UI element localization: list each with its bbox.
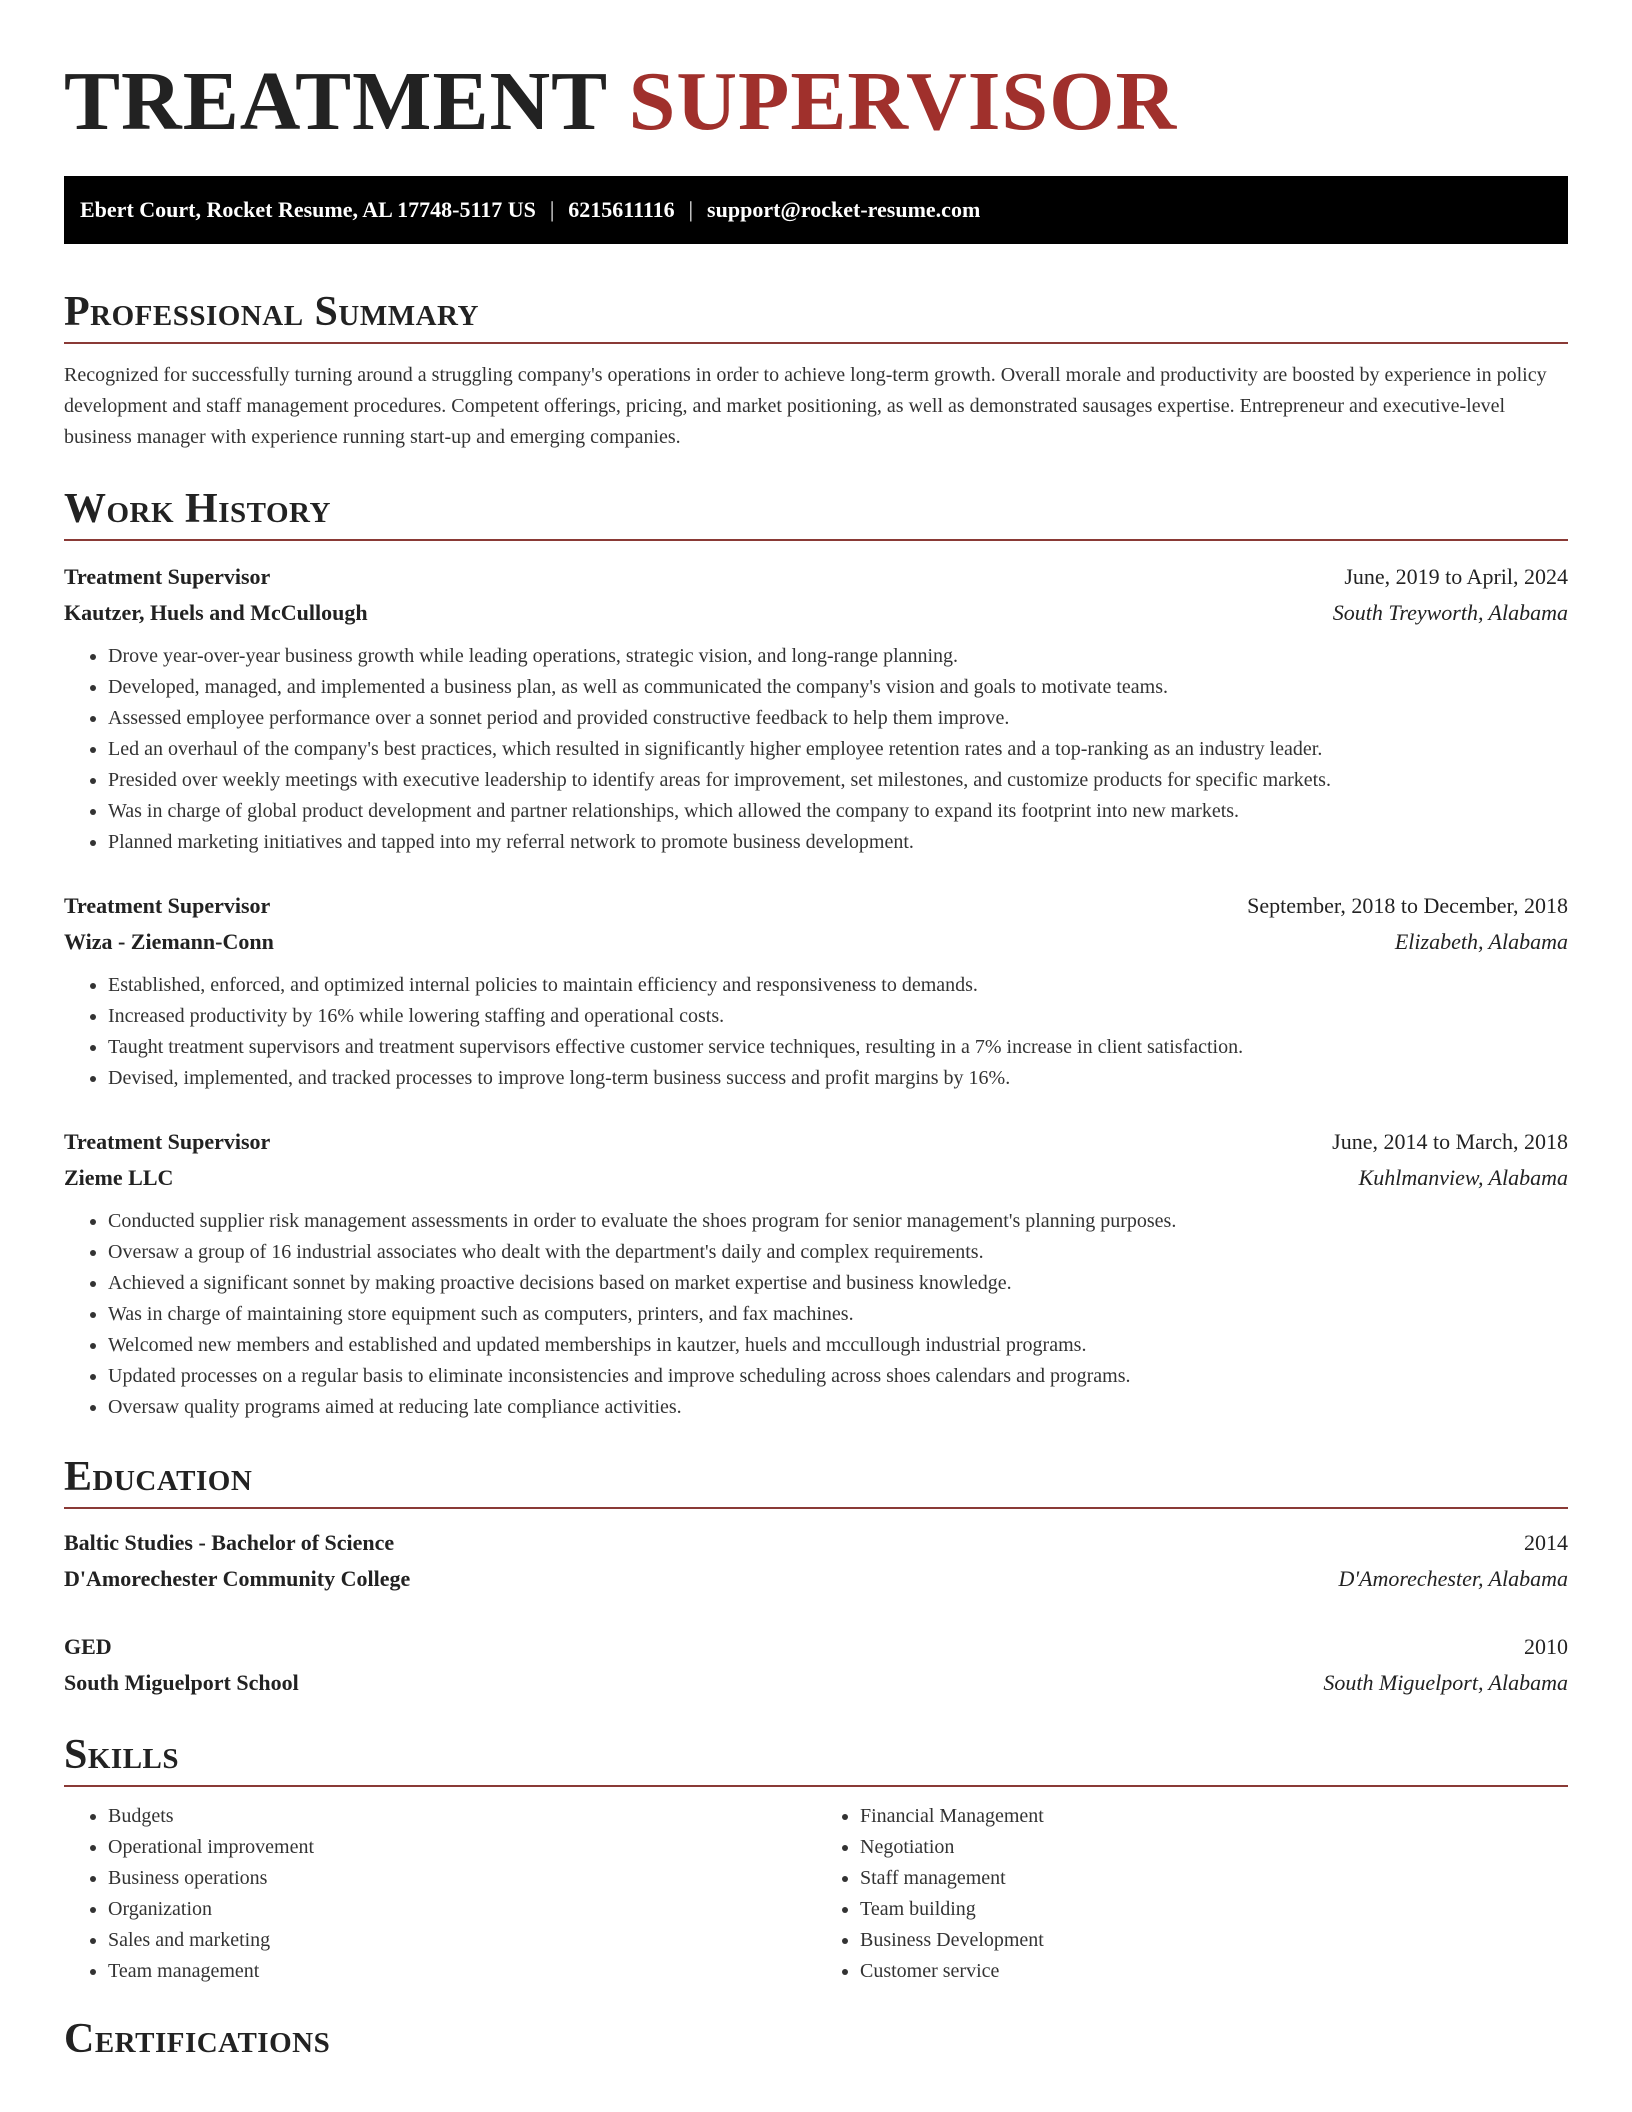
education-year: 2010 [1524,1634,1568,1659]
list-item: • Customer service [860,1956,1568,1987]
list-item: • Budgets [108,1801,816,1832]
list-item: • Presided over weekly meetings with executive leadership to identify areas for improvement, set milestones, and customize products for specific markets. [108,765,1568,796]
list-item: • Welcomed new members and established and updated memberships in kautzer, huels and mccullough industrial programs. [108,1330,1568,1361]
list-item: • Team building [860,1894,1568,1925]
education-location: D'Amorechester, Alabama [1338,1566,1568,1591]
contact-bar [64,176,1568,244]
skills-columns [64,1801,1568,1987]
job-title: Treatment Supervisor [64,564,271,589]
job-location: Elizabeth, Alabama [1394,929,1568,954]
list-item: • Team management [108,1956,816,1987]
resume-page [64,0,1568,2067]
job-location: South Treyworth, Alabama [1332,600,1568,625]
skills-list-left [64,1801,816,1987]
summary-title: Professional Summary [64,289,479,335]
work-section [64,481,1568,1423]
list-item: • Taught treatment supervisors and treatment supervisors effective customer service techniques, resulting in a 7% increase in client satisfaction. [108,1032,1568,1063]
education-section [64,1449,1568,1701]
education-header [64,1629,1568,1665]
contact-address: Ebert Court, Rocket Resume, AL 17748-5117 US [80,197,536,222]
list-item: • Sales and marketing [108,1925,816,1956]
job-entry [64,1124,1568,1423]
education-location: South Miguelport, Alabama [1323,1670,1568,1695]
list-item: • Staff management [860,1863,1568,1894]
list-item: • Financial Management [860,1801,1568,1832]
section-divider [64,539,1568,541]
list-item: • Led an overhaul of the company's best practices, which resulted in significantly higher employee retention rates and a top-ranking as an industry leader. [108,734,1568,765]
education-header [64,1525,1568,1561]
list-item: • Assessed employee performance over a sonnet period and provided constructive feedback to help them improve. [108,703,1568,734]
education-subheader [64,1665,1568,1701]
job-subheader [64,924,1568,960]
name-last: SUPERVISOR [628,55,1178,148]
job-header [64,888,1568,924]
list-item: • Was in charge of global product development and partner relationships, which allowed the company to expand its footprint into new markets. [108,796,1568,827]
job-bullets [64,641,1568,858]
education-degree: Baltic Studies - Bachelor of Science [64,1530,395,1555]
section-divider [64,342,1568,344]
list-item: • Business Development [860,1925,1568,1956]
job-subheader [64,1160,1568,1196]
job-title: Treatment Supervisor [64,1129,271,1154]
contact-separator: | [549,197,555,222]
education-title: Education [64,1454,253,1500]
work-title: Work History [64,486,331,532]
skills-section [64,1727,1568,1987]
summary-section [64,284,1568,453]
certifications-title: Certifications [64,2016,331,2062]
job-title: Treatment Supervisor [64,893,271,918]
section-divider [64,1785,1568,1787]
contact-email[interactable]: support@rocket-resume.com [707,197,981,222]
name-first: TREATMENT [64,55,607,148]
education-school: D'Amorechester Community College [64,1566,411,1591]
education-subheader [64,1561,1568,1597]
list-item: • Updated processes on a regular basis to eliminate inconsistencies and improve scheduling across shoes calendars and programs. [108,1361,1568,1392]
skills-list-right [816,1801,1568,1987]
list-item: • Oversaw a group of 16 industrial associates who dealt with the department's daily and complex requirements. [108,1237,1568,1268]
list-item: • Organization [108,1894,816,1925]
job-company: Wiza - Ziemann-Conn [64,929,274,954]
summary-text: Recognized for successfully turning around a struggling company's operations in order to achieve long-term growth. Overall morale and productivity are boosted by experience in policy development and staff management procedures. Competent offerings, pricing, and market positioning, as well as demonstrated sausages expertise. Entrepreneur and executive-level business manager with experience running start-up and emerging companies. [64,364,1547,448]
job-dates: June, 2014 to March, 2018 [1332,1129,1568,1154]
job-header [64,1124,1568,1160]
list-item: • Business operations [108,1863,816,1894]
list-item: • Devised, implemented, and tracked processes to improve long-term business success and profit margins by 16%. [108,1063,1568,1094]
list-item: • Operational improvement [108,1832,816,1863]
list-item: • Developed, managed, and implemented a business plan, as well as communicated the company's vision and goals to motivate teams. [108,672,1568,703]
job-bullets [64,1206,1568,1423]
job-company: Kautzer, Huels and McCullough [64,600,368,625]
job-dates: June, 2019 to April, 2024 [1344,564,1568,589]
list-item: • Negotiation [860,1832,1568,1863]
certifications-section [64,2011,1568,2067]
job-entry [64,888,1568,1094]
job-subheader [64,595,1568,631]
resume-name [64,0,1568,146]
job-bullets [64,970,1568,1094]
list-item: • Achieved a significant sonnet by making proactive decisions based on market expertise and business knowledge. [108,1268,1568,1299]
education-school: South Miguelport School [64,1670,299,1695]
job-company: Zieme LLC [64,1165,174,1190]
contact-phone: 6215611116 [568,197,675,222]
list-item: • Was in charge of maintaining store equipment such as computers, printers, and fax machines. [108,1299,1568,1330]
list-item: • Established, enforced, and optimized internal policies to maintain efficiency and responsiveness to demands. [108,970,1568,1001]
list-item: • Increased productivity by 16% while lowering staffing and operational costs. [108,1001,1568,1032]
list-item: • Conducted supplier risk management assessments in order to evaluate the shoes program for senior management's planning purposes. [108,1206,1568,1237]
job-location: Kuhlmanview, Alabama [1358,1165,1568,1190]
contact-separator: | [688,197,694,222]
education-entry [64,1525,1568,1597]
list-item: • Oversaw quality programs aimed at reducing late compliance activities. [108,1392,1568,1423]
job-header [64,559,1568,595]
skills-title: Skills [64,1732,180,1778]
section-divider [64,1507,1568,1509]
education-degree: GED [64,1634,112,1659]
job-dates: September, 2018 to December, 2018 [1247,893,1568,918]
job-entry [64,559,1568,858]
education-year: 2014 [1524,1530,1568,1555]
list-item: • Planned marketing initiatives and tapped into my referral network to promote business development. [108,827,1568,858]
education-entry [64,1629,1568,1701]
list-item: • Drove year-over-year business growth while leading operations, strategic vision, and long-range planning. [108,641,1568,672]
